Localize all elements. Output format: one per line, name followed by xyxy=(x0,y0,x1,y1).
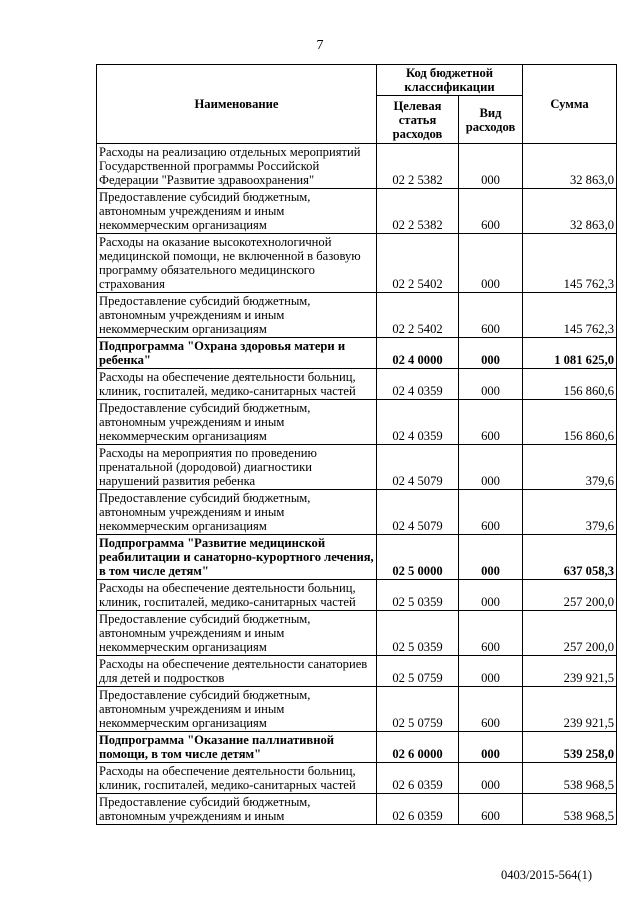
row-target-code-cell: 02 2 5402 xyxy=(377,234,459,293)
table-row xyxy=(97,763,617,794)
row-amount-cell: 1 081 625,0 xyxy=(523,338,617,369)
table-row xyxy=(97,490,617,535)
row-name-cell: Предоставление субсидий бюджетным, автономным учреждениям и иным некоммерческим организациям xyxy=(97,687,377,732)
table-row xyxy=(97,293,617,338)
row-name-cell: Подпрограмма "Оказание паллиативной помощи, в том числе детям" xyxy=(97,732,377,763)
row-target-code-cell: 02 2 5382 xyxy=(377,189,459,234)
document-code: 0403/2015-564(1) xyxy=(501,868,592,882)
row-target-code-cell: 02 4 5079 xyxy=(377,445,459,490)
row-expense-type-cell: 600 xyxy=(459,794,523,825)
row-target-code-cell: 02 6 0000 xyxy=(377,732,459,763)
row-amount-cell: 156 860,6 xyxy=(523,369,617,400)
header-classification: Код бюджетной классификации xyxy=(377,65,523,96)
budget-table xyxy=(96,64,617,825)
subprogram-row xyxy=(97,338,617,369)
row-amount-cell: 32 863,0 xyxy=(523,144,617,189)
row-name-cell: Расходы на мероприятия по проведению пренатальной (дородовой) диагностики нарушений развития ребенка xyxy=(97,445,377,490)
row-amount-cell: 637 058,3 xyxy=(523,535,617,580)
row-target-code-cell: 02 2 5382 xyxy=(377,144,459,189)
table-row xyxy=(97,144,617,189)
row-expense-type-cell: 000 xyxy=(459,732,523,763)
row-amount-cell: 239 921,5 xyxy=(523,687,617,732)
row-target-code-cell: 02 4 5079 xyxy=(377,490,459,535)
subprogram-row xyxy=(97,732,617,763)
row-target-code-cell: 02 5 0759 xyxy=(377,687,459,732)
header-target-article: Целевая статья расходов xyxy=(377,96,459,144)
header-expense-type: Вид расходов xyxy=(459,96,523,144)
row-target-code-cell: 02 6 0359 xyxy=(377,763,459,794)
row-name-cell: Расходы на обеспечение деятельности больниц, клиник, госпиталей, медико-санитарных частей xyxy=(97,369,377,400)
row-target-code-cell: 02 5 0359 xyxy=(377,611,459,656)
table-row xyxy=(97,580,617,611)
row-amount-cell: 538 968,5 xyxy=(523,763,617,794)
row-name-cell: Расходы на обеспечение деятельности больниц, клиник, госпиталей, медико-санитарных частей xyxy=(97,763,377,794)
row-name-cell: Расходы на обеспечение деятельности санаториев для детей и подростков xyxy=(97,656,377,687)
table-row xyxy=(97,400,617,445)
row-name-cell: Подпрограмма "Развитие медицинской реабилитации и санаторно-курортного лечения, в том числе детям" xyxy=(97,535,377,580)
row-expense-type-cell: 600 xyxy=(459,687,523,732)
row-name-cell: Предоставление субсидий бюджетным, автономным учреждениям и иным некоммерческим организациям xyxy=(97,490,377,535)
row-amount-cell: 145 762,3 xyxy=(523,293,617,338)
row-amount-cell: 539 258,0 xyxy=(523,732,617,763)
row-amount-cell: 257 200,0 xyxy=(523,580,617,611)
row-expense-type-cell: 000 xyxy=(459,535,523,580)
row-amount-cell: 257 200,0 xyxy=(523,611,617,656)
header-amount: Сумма xyxy=(523,65,617,144)
row-name-cell: Расходы на обеспечение деятельности больниц, клиник, госпиталей, медико-санитарных частей xyxy=(97,580,377,611)
row-expense-type-cell: 000 xyxy=(459,369,523,400)
row-target-code-cell: 02 6 0359 xyxy=(377,794,459,825)
row-name-cell: Подпрограмма "Охрана здоровья матери и ребенка" xyxy=(97,338,377,369)
header-name: Наименование xyxy=(97,65,377,144)
row-target-code-cell: 02 2 5402 xyxy=(377,293,459,338)
row-amount-cell: 239 921,5 xyxy=(523,656,617,687)
row-expense-type-cell: 600 xyxy=(459,293,523,338)
table-row xyxy=(97,445,617,490)
row-expense-type-cell: 600 xyxy=(459,611,523,656)
table-row xyxy=(97,234,617,293)
row-name-cell: Предоставление субсидий бюджетным, автономным учреждениям и иным некоммерческим организациям xyxy=(97,189,377,234)
row-expense-type-cell: 000 xyxy=(459,144,523,189)
row-expense-type-cell: 000 xyxy=(459,338,523,369)
row-expense-type-cell: 000 xyxy=(459,234,523,293)
table-row xyxy=(97,687,617,732)
row-amount-cell: 379,6 xyxy=(523,445,617,490)
row-amount-cell: 379,6 xyxy=(523,490,617,535)
row-name-cell: Расходы на оказание высокотехнологичной медицинской помощи, не включенной в базовую программу обязательного медицинского страхования xyxy=(97,234,377,293)
row-amount-cell: 156 860,6 xyxy=(523,400,617,445)
row-name-cell: Предоставление субсидий бюджетным, автономным учреждениям и иным некоммерческим организациям xyxy=(97,400,377,445)
row-expense-type-cell: 000 xyxy=(459,656,523,687)
row-target-code-cell: 02 4 0359 xyxy=(377,369,459,400)
row-amount-cell: 538 968,5 xyxy=(523,794,617,825)
table-body xyxy=(97,144,617,825)
table-row xyxy=(97,611,617,656)
row-name-cell: Предоставление субсидий бюджетным, автономным учреждениям и иным xyxy=(97,794,377,825)
row-target-code-cell: 02 4 0000 xyxy=(377,338,459,369)
row-name-cell: Расходы на реализацию отдельных мероприятий Государственной программы Российской Федерации "Развитие здравоохранения" xyxy=(97,144,377,189)
row-amount-cell: 32 863,0 xyxy=(523,189,617,234)
subprogram-row xyxy=(97,535,617,580)
row-name-cell: Предоставление субсидий бюджетным, автономным учреждениям и иным некоммерческим организациям xyxy=(97,611,377,656)
page-number: 7 xyxy=(316,38,324,53)
table-row xyxy=(97,369,617,400)
row-target-code-cell: 02 4 0359 xyxy=(377,400,459,445)
row-expense-type-cell: 600 xyxy=(459,189,523,234)
row-name-cell: Предоставление субсидий бюджетным, автономным учреждениям и иным некоммерческим организациям xyxy=(97,293,377,338)
row-expense-type-cell: 600 xyxy=(459,490,523,535)
row-expense-type-cell: 000 xyxy=(459,763,523,794)
row-target-code-cell: 02 5 0359 xyxy=(377,580,459,611)
row-expense-type-cell: 000 xyxy=(459,445,523,490)
row-expense-type-cell: 600 xyxy=(459,400,523,445)
table-row xyxy=(97,189,617,234)
row-expense-type-cell: 000 xyxy=(459,580,523,611)
row-amount-cell: 145 762,3 xyxy=(523,234,617,293)
table-row xyxy=(97,794,617,825)
row-target-code-cell: 02 5 0000 xyxy=(377,535,459,580)
table-row xyxy=(97,656,617,687)
row-target-code-cell: 02 5 0759 xyxy=(377,656,459,687)
